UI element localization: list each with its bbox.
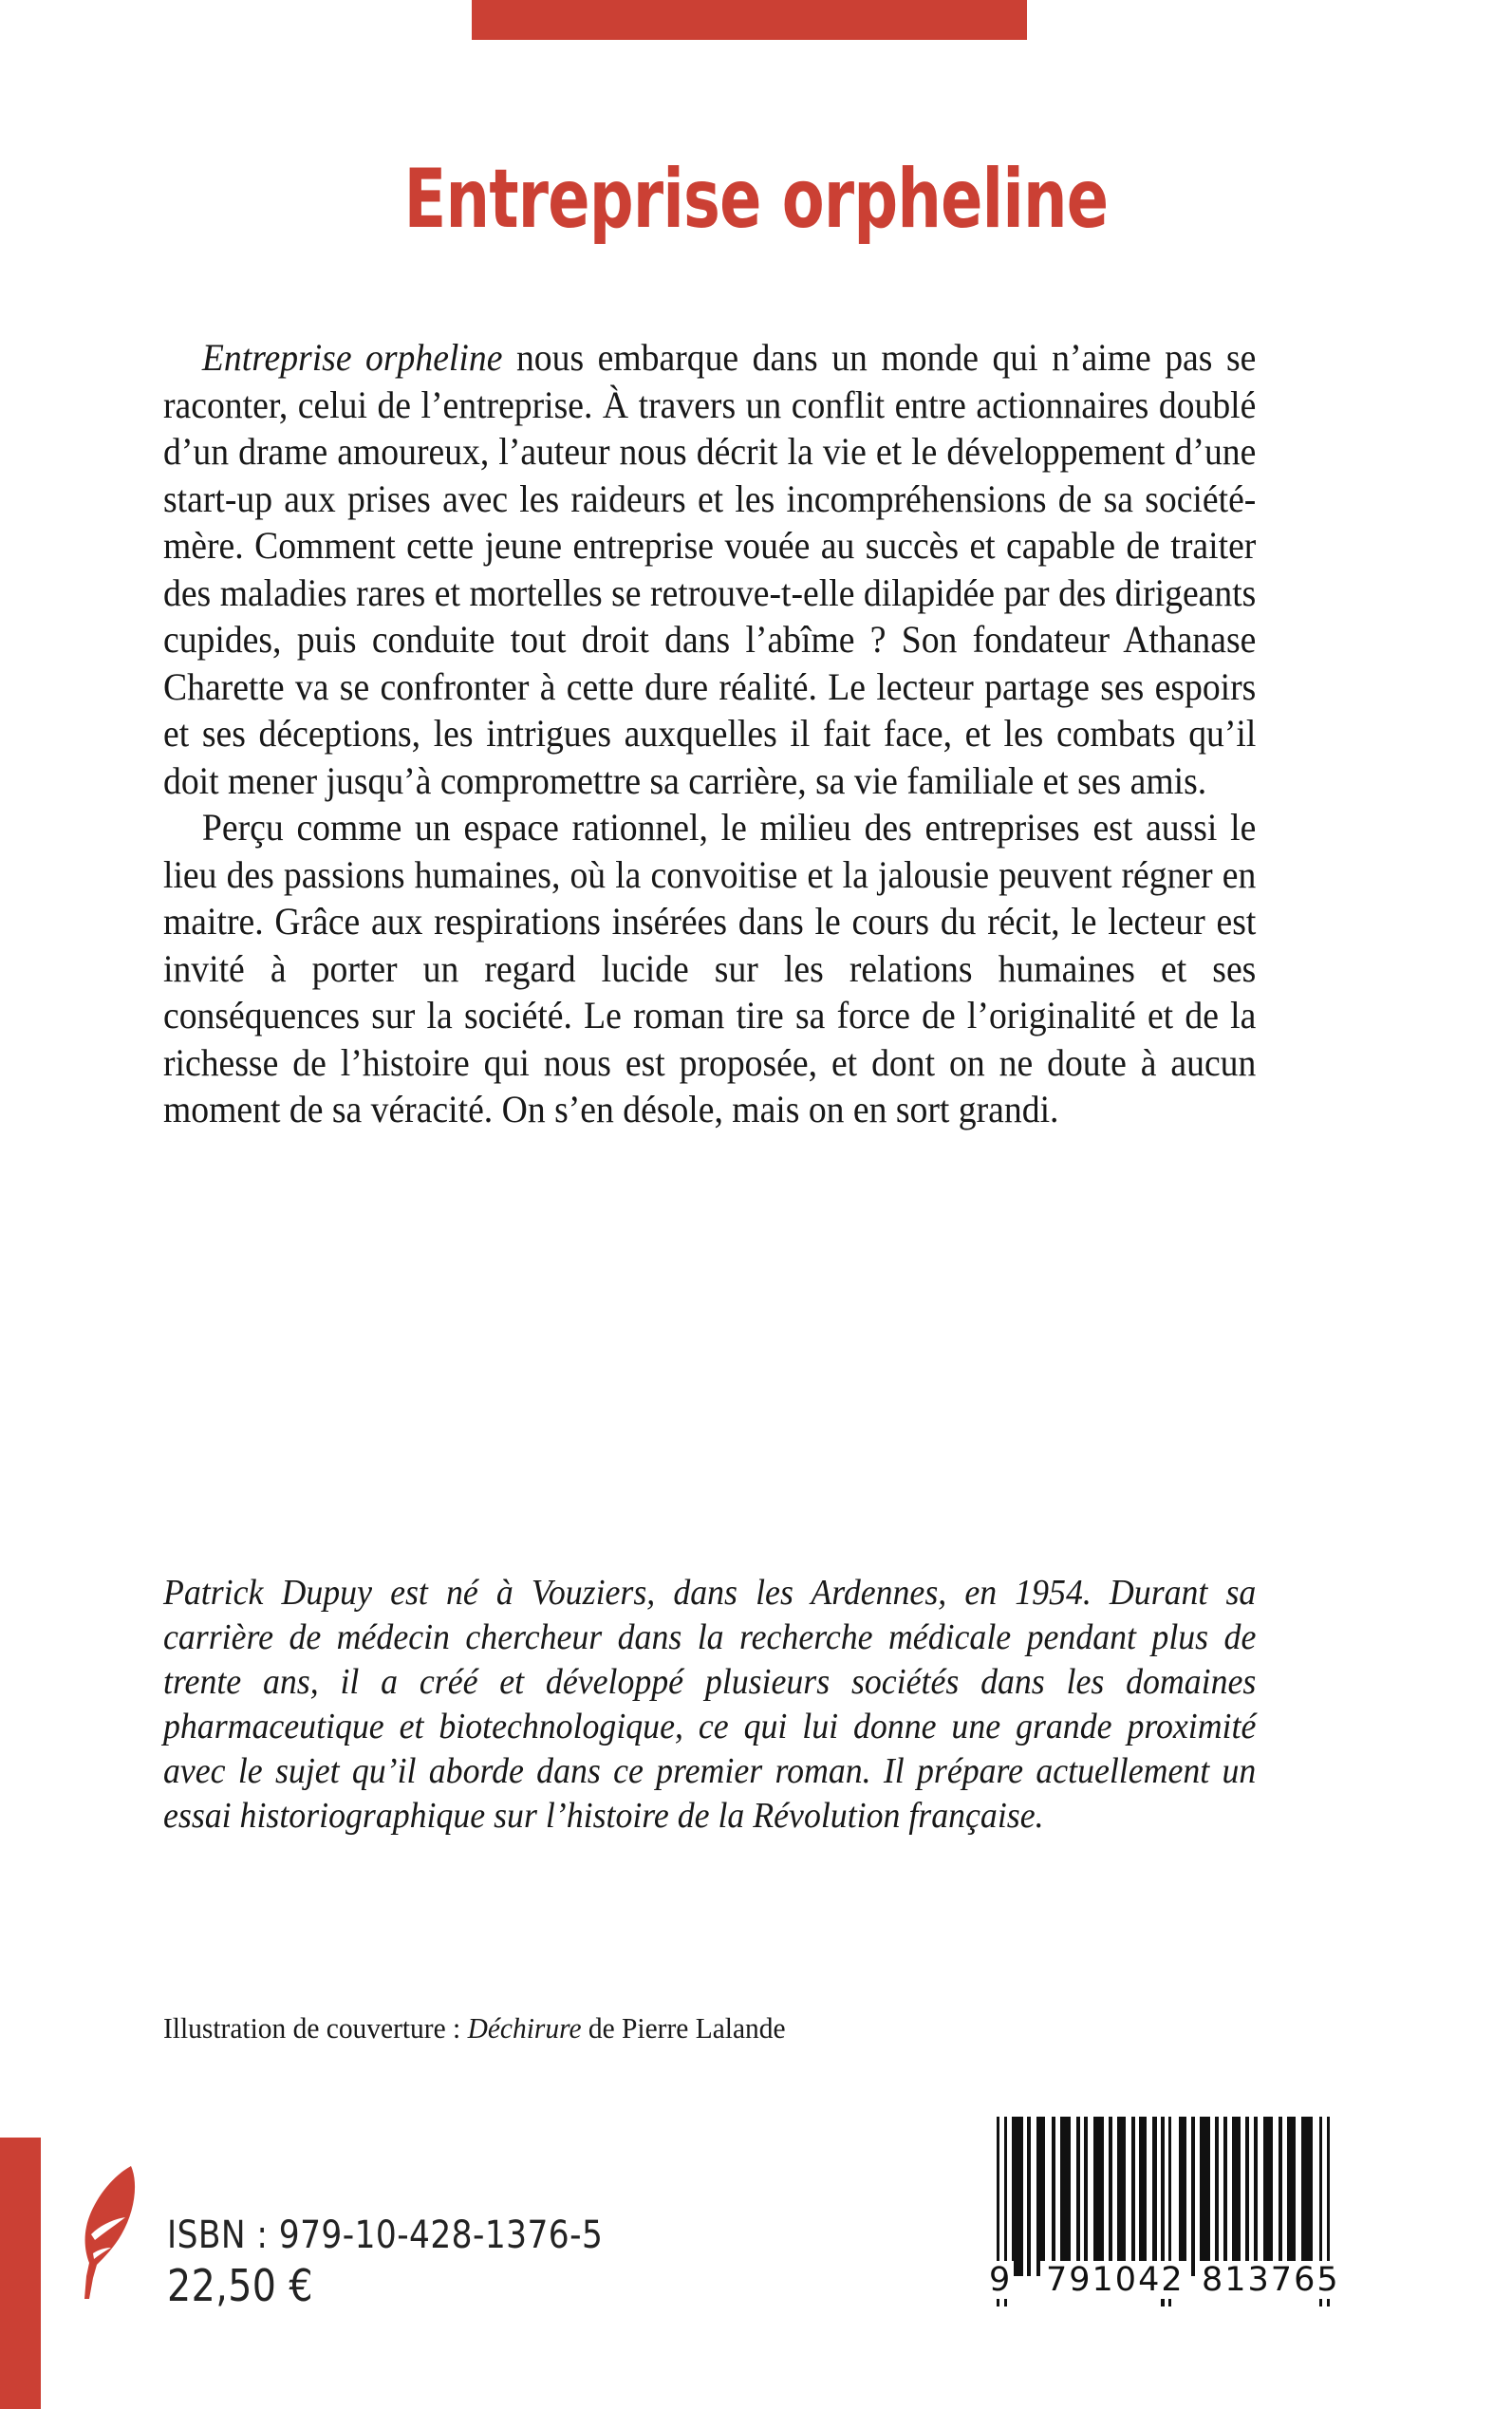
isbn-number: ISBN : 979-10-428-1376-5 xyxy=(167,2213,604,2257)
price-label: 22,50 € xyxy=(167,2260,314,2311)
credit-artwork-title: Déchirure xyxy=(467,2011,582,2045)
blurb-paragraph-2: Perçu comme un espace rationnel, le milieu des entreprises est aussi le lieu des passions humaines, où la convoitise et la jalousie peuvent régner en maitre. Grâce aux respirations insérées dans le cours du récit, le lecteur est invité à porter un regard lucide sur les relations humaines et ses conséquences sur la société. Le roman tire sa force de l’originalité et de la richesse de l’histoire qui nous est proposée, et dont on ne doute à aucun moment de sa véracité. On s’en désole, mais on en sort grandi. xyxy=(163,806,1257,1130)
blurb-paragraph-1-rest: nous embarque dans un monde qui n’aime pas se raconter, celui de l’entreprise. À travers un conflit entre actionnaires doublé d’un drame amoureux, l’auteur nous décrit la vie et le développement d’une start-up aux prises avec les raideurs et les incompréhensions de sa société-mère. Comment cette jeune entreprise vouée au succès et capable de traiter des maladies rares et mortelles se retrouve-t-elle dilapidée par des dirigeants cupides, puis conduite tout droit dans l’abîme ? Son fondateur Athanase Charette va se confronter à cette dure réalité. Le lecteur partage ses espoirs et ses déceptions, les intrigues auxquelles il fait face, et les combats qu’il doit mener jusqu’à compromettre sa carrière, sa vie familiale et ses amis. xyxy=(163,336,1257,802)
credit-prefix: Illustration de couverture : xyxy=(163,2011,468,2045)
feather-quill-logo-icon xyxy=(72,2162,144,2303)
barcode-digit-right: 813765 xyxy=(1196,2261,1346,2299)
blurb-title-mention: Entreprise orpheline xyxy=(201,336,503,379)
credit-suffix: de Pierre Lalande xyxy=(581,2011,786,2045)
book-blurb xyxy=(163,334,1256,1133)
barcode-digits xyxy=(985,2261,1352,2299)
left-red-bar xyxy=(0,2138,41,2409)
author-bio-text: Patrick Dupuy est né à Vouziers, dans les Ardennes, en 1954. Durant sa carrière de médecin chercheur dans la recherche médicale pendant plus de trente ans, il a créé et développé plusieurs sociétés dans les domaines pharmaceutique et biotechnologique, ce qui lui donne une grande proximité avec le sujet qu’il aborde dans ce premier roman. Il prépare actuellement un essai historiographique sur l’histoire de la Révolution française. xyxy=(163,1573,1257,1836)
ean13-barcode xyxy=(993,2117,1340,2335)
cover-illustration-credit xyxy=(163,2010,786,2046)
isbn-price-block xyxy=(167,2212,603,2312)
blurb-paragraph-1 xyxy=(163,334,1256,804)
page-title: Entreprise orpheline xyxy=(403,152,1109,247)
barcode-digit-mid: 791042 xyxy=(1040,2261,1190,2299)
author-biography xyxy=(163,1571,1256,1839)
barcode-digit-left: 9 xyxy=(985,2261,1014,2299)
top-red-bar xyxy=(472,0,1027,40)
